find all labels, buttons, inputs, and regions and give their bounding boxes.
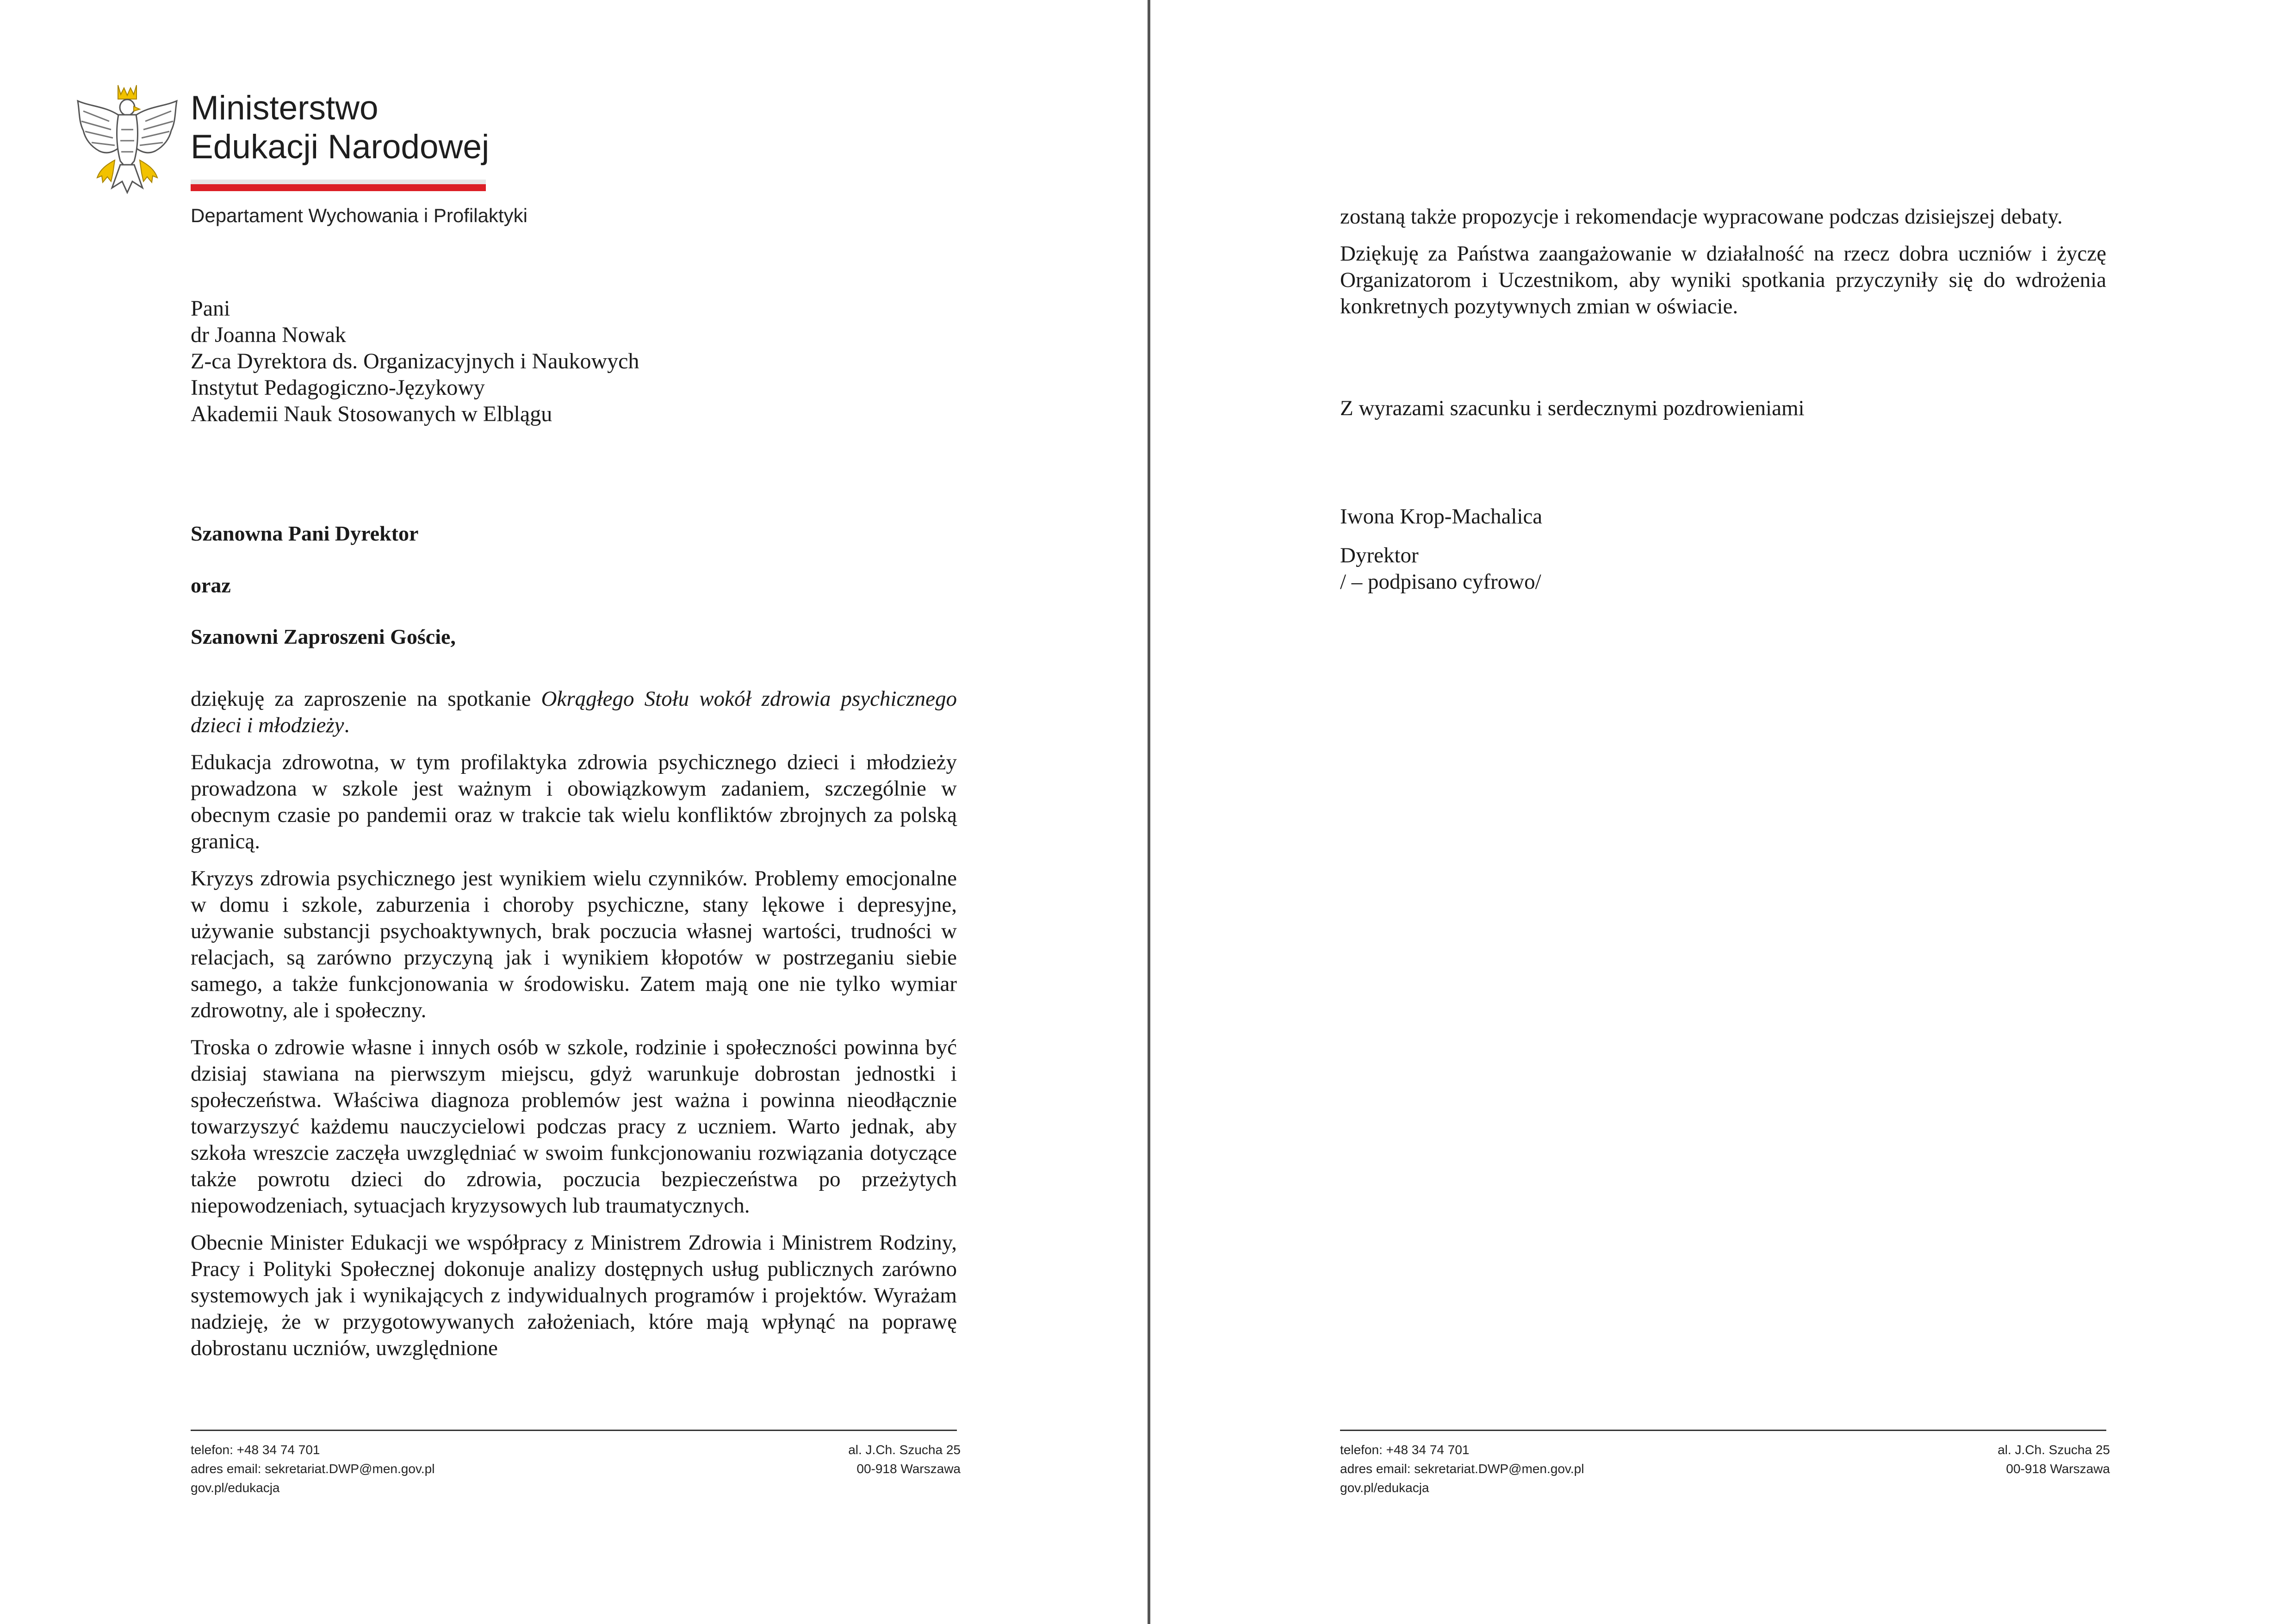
paragraph-text: dziękuję za zaproszenie na spotkanie bbox=[191, 687, 541, 711]
paragraph-text: . bbox=[344, 713, 350, 737]
closing-line: Z wyrazami szacunku i serdecznymi pozdrowieniami bbox=[1340, 396, 1805, 420]
addressee-line: Akademii Nauk Stosowanych w Elblągu bbox=[191, 402, 552, 426]
signer-title-block bbox=[1340, 542, 1541, 595]
footer-city: 00-918 Warszawa bbox=[856, 1462, 961, 1476]
footer-rule bbox=[1340, 1430, 2106, 1431]
body-paragraph: Kryzys zdrowia psychicznego jest wynikiem wielu czynników. Problemy emocjonalne w domu i szkole, zaburzenia i choroby psychiczne, stany lękowe i depresyjne, używanie substancji psychoaktywnych, brak poczucia własnej wartości, trudności w relacjach, są zarówno przyczyną jak i wynikiem kłopotów w postrzeganiu siebie samego, a także funkcjonowania w środowisku. Zatem mają one nie tylko wymiar zdrowotny, ale i społeczny. bbox=[191, 866, 957, 1022]
salutation-line: Szanowni Zaproszeni Goście, bbox=[191, 625, 456, 648]
addressee-line: Z-ca Dyrektora ds. Organizacyjnych i Naukowych bbox=[191, 349, 639, 373]
flag-stripe-white bbox=[191, 180, 486, 184]
addressee-line: dr Joanna Nowak bbox=[191, 323, 346, 347]
event-title: Okrągłego Stołu wokół zdrowia psychicznego dzieci i młodzieży bbox=[191, 687, 957, 737]
letter-body bbox=[191, 686, 957, 1372]
signer-title: Dyrektor bbox=[1340, 543, 1419, 567]
footer-email: adres email: sekretariat.DWP@men.gov.pl bbox=[1340, 1462, 1584, 1476]
footer-city: 00-918 Warszawa bbox=[2006, 1462, 2110, 1476]
body-paragraph: zostaną także propozycje i rekomendacje wypracowane podczas dzisiejszej debaty. bbox=[1340, 205, 2063, 229]
footer-address bbox=[848, 1440, 961, 1478]
polish-eagle-emblem-icon bbox=[74, 79, 180, 199]
addressee-block bbox=[191, 295, 639, 427]
footer-contact bbox=[191, 1440, 434, 1497]
footer-address bbox=[1998, 1440, 2110, 1478]
body-paragraph: Troska o zdrowie własne i innych osób w szkole, rodzinie i społeczności powinna być dzisiaj stawiana na pierwszym miejscu, gdyż warunkuje dobrostan jednostki i społeczeństwa. Właściwa diagnoza problemów jest ważna i powinna nieodłącznie towarzyszyć każdemu nauczycielowi podczas pracy z uczniem. Warto jednak, aby szkoła wreszcie zaczęła uwzględniać w swoim funkcjonowaniu rozwiązania dotyczące także powrotu dzieci do zdrowia, poczucia bezpieczeństwa po przeżytych niepowodzeniach, sytuacjach kryzysowych lub traumatycznych. bbox=[191, 1035, 957, 1218]
footer-rule bbox=[191, 1430, 957, 1431]
addressee-line: Pani bbox=[191, 296, 230, 321]
flag-stripe-red bbox=[191, 184, 486, 191]
body-paragraph: Obecnie Minister Edukacji we współpracy z Ministrem Zdrowia i Ministrem Rodziny, Pracy i Polityki Społecznej dokonuje analizy dostępnych usług publicznych zarówno systemowych jak i wynikających z indywidualnych programów i projektów. Wyrażam nadzieję, że w przygotowywanych założeniach, które mają wpłynąć na poprawę dobrostanu uczniów, uwzględnione bbox=[191, 1231, 957, 1360]
salutation-line: Szanowna Pani Dyrektor bbox=[191, 522, 419, 545]
signature-note: / – podpisano cyfrowo/ bbox=[1340, 570, 1541, 594]
footer-phone: telefon: +48 34 74 701 bbox=[191, 1443, 320, 1457]
signer-name: Iwona Krop-Machalica bbox=[1340, 504, 1543, 529]
footer-contact bbox=[1340, 1440, 1584, 1497]
footer-street: al. J.Ch. Szucha 25 bbox=[1998, 1443, 2110, 1457]
body-paragraph: Dziękuję za Państwa zaangażowanie w działalność na rzecz dobra uczniów i życzę Organizatorom i Uczestnikom, aby wyniki spotkania przyczyniły się do wdrożenia konkretnych pozytywnych zmian w oświacie. bbox=[1340, 242, 2106, 318]
ministry-name-line1: Ministerstwo bbox=[191, 89, 379, 127]
body-paragraph bbox=[191, 686, 957, 739]
footer-phone: telefon: +48 34 74 701 bbox=[1340, 1443, 1470, 1457]
footer-street: al. J.Ch. Szucha 25 bbox=[848, 1443, 961, 1457]
footer-website: gov.pl/edukacja bbox=[191, 1481, 280, 1495]
footer-email: adres email: sekretariat.DWP@men.gov.pl bbox=[191, 1462, 435, 1476]
addressee-line: Instytut Pedagogiczno-Językowy bbox=[191, 375, 485, 400]
footer-website: gov.pl/edukacja bbox=[1340, 1481, 1429, 1495]
ministry-name-line2: Edukacji Narodowej bbox=[191, 128, 490, 166]
body-paragraph: Edukacja zdrowotna, w tym profilaktyka zdrowia psychicznego dzieci i młodzieży prowadzona w szkole jest ważnym i obowiązkowym zadaniem, szczególnie w obecnym czasie po pandemii oraz w trakcie tak wielu konfliktów zbrojnych za polską granicą. bbox=[191, 750, 957, 853]
letter-body-continued bbox=[1340, 204, 2106, 330]
department-name: Departament Wychowania i Profilaktyki bbox=[191, 205, 527, 226]
salutation-line: oraz bbox=[191, 573, 231, 597]
